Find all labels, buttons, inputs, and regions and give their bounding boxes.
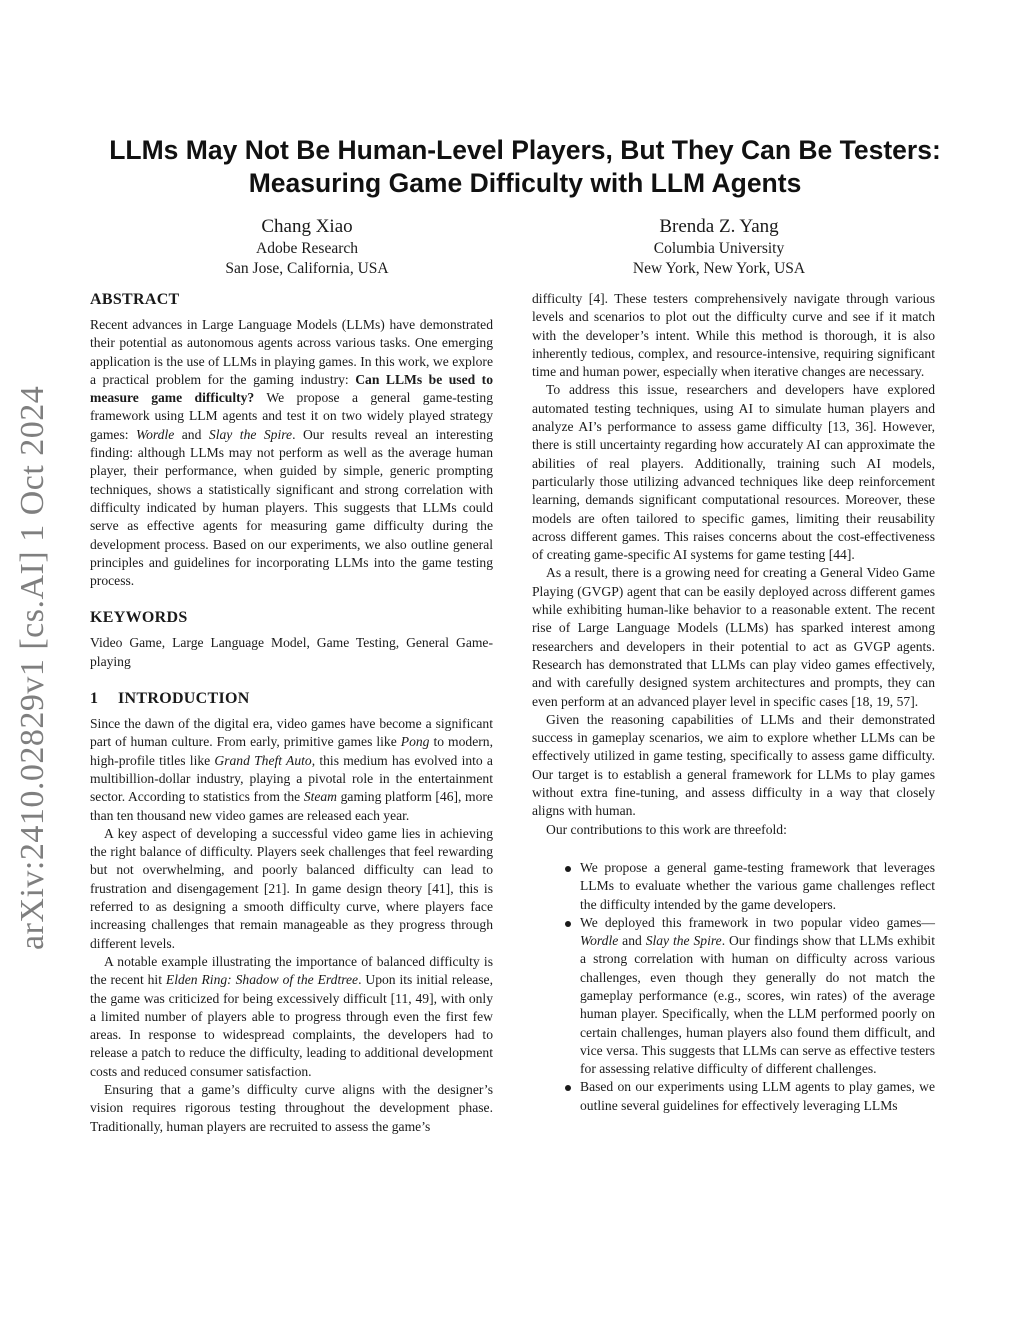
abstract-text: Recent advances in Large Language Models (LLMs) have demonstrated their potential as autonomous agents across various tasks. One emerging application is the use of LLMs in playing games. In this work, we explore a practical problem for the gaming industry: Can LLMs be used to measure game difficulty? We propose a general game-testing framework using LLM agents and test it on two widely played strategy games: Wordle and Slay the Spire. Our results reveal an interesting finding: although LLMs may not perform as well as the average human player, their performance, when guided by simple, generic prompting techniques, shows a statistically significant and strong correlation with difficulty indicated by human players. This suggests that LLMs could serve as effective agents for measuring game difficulty during the development process. Based on our experiments, we also outline general principles and guidelines for incorporating LLMs into the game testing process. bbox=[90, 317, 494, 589]
bullet-icon bbox=[565, 921, 571, 927]
author-affiliation: Adobe Research bbox=[256, 240, 358, 257]
title-line-2: Measuring Game Difficulty with LLM Agents bbox=[248, 168, 802, 198]
author-name: Chang Xiao bbox=[261, 216, 353, 237]
body-paragraph: Given the reasoning capabilities of LLMs and their demonstrated success in gameplay scenarios, we aim to explore whether LLMs can be effectively utilized in game testing, specifically to assess game difficulty. Our target is to establish a general framework for LLMs to play games without extra fine-tuning, and assess difficulty in a way that closely aligns with human. bbox=[532, 711, 935, 819]
intro-paragraph: A key aspect of developing a successful video game lies in achieving the right balance of difficulty. Players seek challenges that feel rewarding but not overwhelming, and poorly balanced difficulty can lead to frustration and disengagement [21]. In game design theory [41], this is referred to as designing a smooth difficulty curve, where players face increasing challenges that remain manageable as they progress through different levels. bbox=[90, 825, 493, 951]
author-affiliation: Columbia University bbox=[653, 240, 785, 257]
right-column bbox=[532, 290, 935, 1115]
left-column bbox=[90, 290, 493, 1136]
body-paragraph: Our contributions to this work are threefold: bbox=[546, 821, 787, 837]
body-paragraph: As a result, there is a growing need for creating a General Video Game Playing (GVGP) agent that can be easily deployed across different games while exhibiting human-like behavior to a reasonable extent. The recent rise of Large Language Models (LLMs) has sparked interest among researchers and developers in their potential to act as GVGP agents. Research has demonstrated that LLMs can play video games effectively, and with carefully designed system architectures and prompts, they can even perform at an advanced player level in specific cases [18, 19, 57]. bbox=[532, 565, 935, 709]
author-location: San Jose, California, USA bbox=[225, 260, 389, 277]
contributions-list bbox=[532, 859, 935, 1115]
author-block bbox=[147, 215, 467, 279]
intro-paragraph: Ensuring that a game’s difficulty curve aligns with the designer’s vision requires rigorous testing throughout the development phase. Traditionally, human players are recruited to assess the game’s bbox=[90, 1081, 493, 1134]
title-line-1: LLMs May Not Be Human-Level Players, But They Can Be Testers: bbox=[109, 135, 941, 165]
intro-paragraph: A notable example illustrating the importance of balanced difficulty is the recent hit Elden Ring: Shadow of the Erdtree. Upon its initial release, the game was criticized for being excessively difficult [11, 49], with only a limited number of players able to progress through even the first few areas. In response to widespread complaints, the developers had to release a patch to reduce the difficulty, leading to additional development costs and reduced consumer satisfaction. bbox=[90, 953, 493, 1079]
intro-paragraph: Since the dawn of the digital era, video games have become a significant part of human culture. From early, primitive games like Pong to modern, high-profile titles like Grand Theft Auto, this medium has evolved into a multibillion-dollar industry, playing a pivotal role in the entertainment sector. According to statistics from the Steam gaming platform [46], more than ten thousand new video games are released each year. bbox=[90, 716, 493, 823]
list-item: Based on our experiments using LLM agents to play games, we outline several guidelines for effectively leveraging LLMs bbox=[532, 1078, 935, 1115]
research-question: Can LLMs be used to measure game difficulty? bbox=[90, 371, 493, 406]
author-block bbox=[559, 215, 879, 279]
arxiv-identifier: arXiv:2410.02829v1 [cs.AI] 1 Oct 2024 bbox=[14, 385, 51, 950]
author-location: New York, New York, USA bbox=[632, 260, 806, 277]
abstract-heading: ABSTRACT bbox=[90, 291, 180, 308]
paper-title bbox=[60, 134, 990, 200]
list-item: We propose a general game-testing framework that leverages LLMs to evaluate whether the various game challenges reflect the difficulty intended by the game developers. bbox=[532, 859, 935, 914]
list-item: We deployed this framework in two popular video games—Wordle and Slay the Spire. Our findings show that LLMs exhibit a strong correlation with human on difficulty across various challenges, even though they generally do not match the gameplay performance (e.g., scores, win rates) of the average human player. Specifically, when the LLM performed poorly on certain challenges, human players also found them difficult, and vice versa. This suggests that LLMs can serve as effective testers for assessing relative difficulty of different challenges. bbox=[532, 914, 935, 1079]
body-paragraph: difficulty [4]. These testers comprehensively navigate through various levels and scenarios to plot out the difficulty curve and see if it match with the developer’s intent. While this method is thorough, it is also inherently tedious, complex, and resource-intensive, requiring significant time and human power, especially when iterative changes are necessary. bbox=[532, 291, 935, 380]
introduction-heading: 1 INTRODUCTION bbox=[90, 690, 250, 708]
bullet-icon bbox=[565, 1085, 571, 1091]
bullet-icon bbox=[565, 866, 571, 872]
keywords-heading: KEYWORDS bbox=[90, 609, 188, 627]
body-paragraph: To address this issue, researchers and developers have explored automated testing techniques, using AI to simulate human players and analyze AI’s performance to assess game difficulty [13, 36]. However, there is still uncertainty regarding how accurately AI can approximate the abilities of real players. Additionally, training such AI models, particularly those utilizing advanced techniques like deep reinforcement learning, demands significant computational resources. Moreover, these models are often tailored to specific games, limiting their reusability across different games. This raises concerns about the cost-effectiveness of creating game-specific AI systems for game testing [44]. bbox=[532, 382, 935, 563]
keywords-text: Video Game, Large Language Model, Game Testing, General Game-playing bbox=[90, 635, 493, 669]
author-name: Brenda Z. Yang bbox=[659, 216, 779, 237]
